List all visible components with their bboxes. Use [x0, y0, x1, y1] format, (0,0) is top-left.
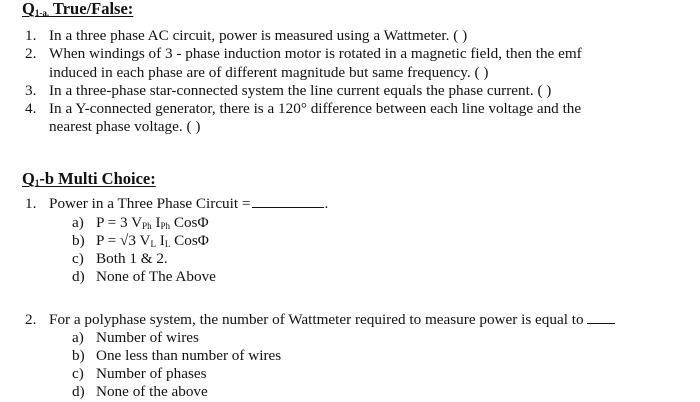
- option-text: One less than number of wires: [96, 347, 282, 364]
- section-heading-true-false: [22, 0, 133, 19]
- mc-question-1: [25, 195, 328, 213]
- item-text: induced in each phase are of different magnitude but same frequency. ( ): [49, 64, 489, 81]
- mc-option-d: [72, 268, 216, 286]
- subscript: L: [164, 239, 171, 249]
- heading-subscript: 1: [34, 178, 40, 188]
- mc-question-2: [25, 311, 615, 329]
- tf-item-1: [25, 27, 467, 45]
- item-text: In a Y-connected generator, there is a 120° difference between each line voltage and the: [49, 100, 582, 117]
- option-letter: b): [72, 347, 85, 364]
- heading-subscript: 1-a.: [34, 8, 50, 18]
- option-text: I: [155, 232, 165, 249]
- option-text: Both 1 & 2.: [96, 250, 168, 267]
- subscript: Ph: [160, 221, 171, 231]
- answer-blank: [587, 313, 615, 324]
- item-number: 3.: [25, 82, 37, 99]
- mc-option-b: [72, 347, 281, 365]
- tf-item-2: [25, 45, 582, 63]
- option-text: P = √3 V: [96, 232, 151, 249]
- option-text: None of the above: [96, 383, 208, 400]
- question-text: For a polyphase system, the number of Wattmeter required to measure power is equal to: [49, 311, 584, 328]
- item-number: 1.: [25, 27, 37, 44]
- option-letter: d): [72, 268, 85, 285]
- option-letter: c): [72, 365, 84, 382]
- answer-blank: [252, 196, 324, 208]
- option-text: None of The Above: [96, 268, 216, 285]
- mc-option-a: [72, 329, 199, 347]
- option-letter: b): [72, 232, 85, 249]
- item-text: In a three phase AC circuit, power is measured using a Wattmeter. ( ): [49, 27, 468, 44]
- option-text: I: [151, 214, 161, 231]
- item-text: nearest phase voltage. ( ): [49, 118, 201, 135]
- option-text: CosΦ: [170, 214, 209, 231]
- option-letter: d): [72, 383, 85, 400]
- mc-option-c: [72, 365, 207, 383]
- subscript: L: [150, 239, 156, 249]
- tf-item-2-cont: [49, 64, 488, 82]
- option-text: Number of wires: [96, 329, 199, 346]
- option-text: P = 3 V: [96, 214, 143, 231]
- option-text: CosΦ: [170, 232, 209, 249]
- option-letter: a): [72, 214, 84, 231]
- mc-option-c: [72, 250, 168, 268]
- question-number: 1.: [25, 195, 37, 212]
- heading-prefix: Q: [22, 169, 35, 188]
- option-letter: c): [72, 250, 84, 267]
- heading-prefix: Q: [22, 0, 35, 18]
- item-text: In a three-phase star-connected system the line current equals the phase current. ( ): [49, 82, 552, 99]
- option-text: Number of phases: [96, 365, 207, 382]
- heading-suffix: -b Multi Choice:: [39, 169, 156, 188]
- item-number: 2.: [25, 45, 37, 62]
- tf-item-3: [25, 82, 551, 100]
- question-number: 2.: [25, 311, 37, 328]
- option-letter: a): [72, 329, 84, 346]
- item-text: When windings of 3 - phase induction motor is rotated in a magnetic field, then the emf: [49, 45, 582, 62]
- question-trail: .: [324, 195, 329, 212]
- tf-item-4: [25, 100, 581, 118]
- section-heading-multi-choice: [22, 169, 156, 189]
- item-number: 4.: [25, 100, 37, 117]
- tf-item-4-cont: [49, 118, 200, 136]
- heading-suffix: True/False:: [49, 0, 134, 18]
- mc-option-d: [72, 383, 208, 401]
- question-text: Power in a Three Phase Circuit =: [49, 195, 251, 212]
- subscript: Ph: [142, 221, 152, 231]
